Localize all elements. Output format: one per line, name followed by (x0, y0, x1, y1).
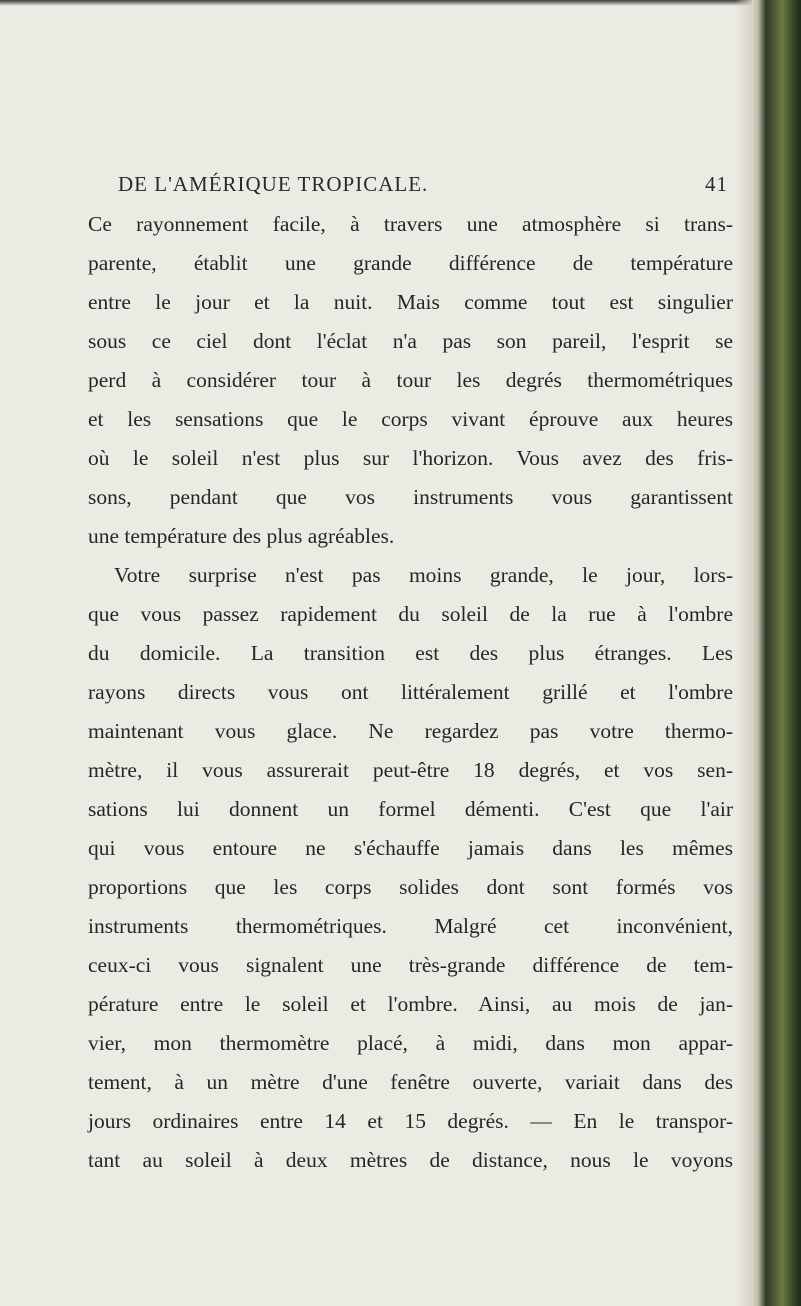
text-line: ceux-ci vous signalent une très-grande différence de tem- (88, 953, 733, 977)
text-line: tant au soleil à deux mètres de distance, nous le voyons (88, 1148, 733, 1172)
text-line: où le soleil n'est plus sur l'horizon. Vous avez des fris- (88, 446, 733, 470)
running-head (118, 172, 728, 196)
text-line: maintenant vous glace. Ne regardez pas votre thermo- (88, 719, 733, 743)
text-line: Votre surprise n'est pas moins grande, le jour, lors- (114, 563, 733, 587)
text-line: vier, mon thermomètre placé, à midi, dans mon appar- (88, 1031, 733, 1055)
text-line: sons, pendant que vos instruments vous garantissent (88, 485, 733, 509)
text-line: tement, à un mètre d'une fenêtre ouverte, variait dans des (88, 1070, 733, 1094)
text-line: Ce rayonnement facile, à travers une atmosphère si trans- (88, 212, 733, 236)
page-number: 41 (705, 172, 728, 196)
text-line: qui vous entoure ne s'échauffe jamais dans les mêmes (88, 836, 733, 860)
text-line: perd à considérer tour à tour les degrés thermométriques (88, 368, 733, 392)
text-line: instruments thermométriques. Malgré cet inconvénient, (88, 914, 733, 938)
text-line: une température des plus agréables. (88, 524, 395, 548)
text-line: pérature entre le soleil et l'ombre. Ainsi, au mois de jan- (88, 992, 733, 1016)
text-line: mètre, il vous assurerait peut-être 18 degrés, et vos sen- (88, 758, 733, 782)
text-line: que vous passez rapidement du soleil de la rue à l'ombre (88, 602, 733, 626)
text-line: du domicile. La transition est des plus étranges. Les (88, 641, 733, 665)
text-line: sous ce ciel dont l'éclat n'a pas son pareil, l'esprit se (88, 329, 733, 353)
text-line: rayons directs vous ont littéralement grillé et l'ombre (88, 680, 733, 704)
text-line: sations lui donnent un formel démenti. C'est que l'air (88, 797, 733, 821)
book-fore-edge (752, 0, 801, 1306)
top-edge-shadow (0, 0, 801, 6)
text-line: jours ordinaires entre 14 et 15 degrés. — En le transpor- (88, 1109, 733, 1133)
text-line: proportions que les corps solides dont sont formés vos (88, 875, 733, 899)
text-line: entre le jour et la nuit. Mais comme tout est singulier (88, 290, 733, 314)
running-head-title: DE L'AMÉRIQUE TROPICALE. (118, 172, 429, 196)
text-line: parente, établit une grande différence de température (88, 251, 733, 275)
text-line: et les sensations que le corps vivant éprouve aux heures (88, 407, 733, 431)
